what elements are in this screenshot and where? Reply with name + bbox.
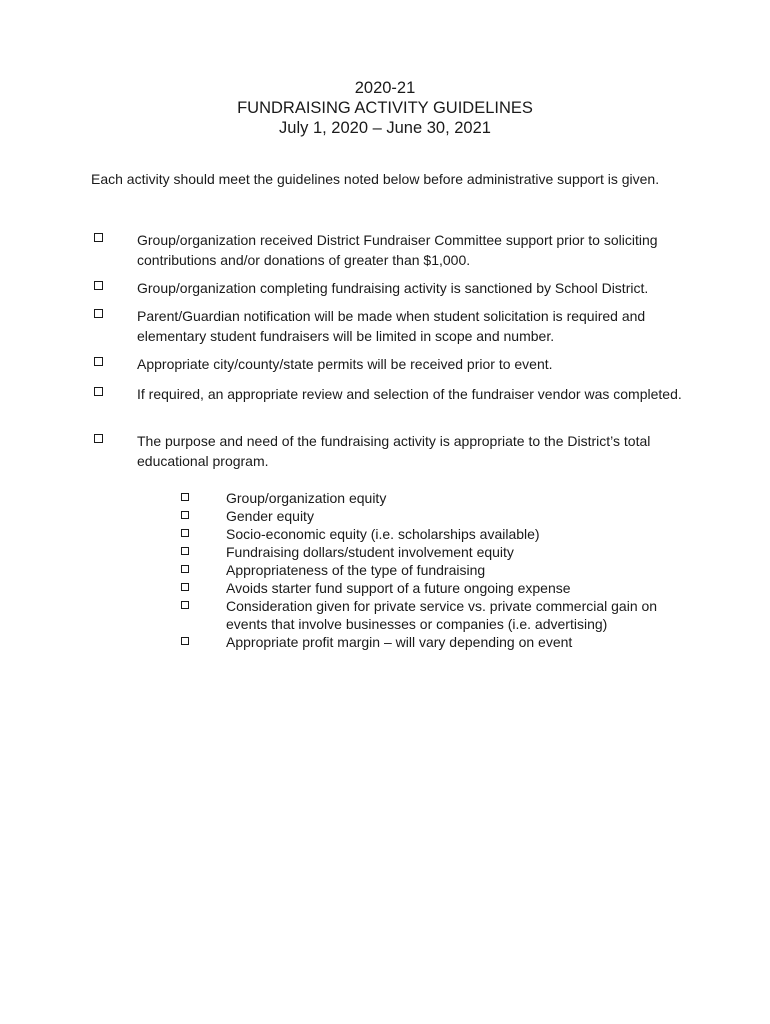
header-dates: July 1, 2020 – June 30, 2021 — [279, 119, 491, 137]
checkbox[interactable] — [94, 357, 103, 366]
guideline-text: Group/organization completing fundraising activity is sanctioned by School District. — [137, 280, 649, 296]
criteria-text: Appropriate profit margin – will vary depending on event — [226, 634, 573, 650]
checkbox[interactable] — [181, 565, 189, 573]
checkbox[interactable] — [94, 233, 103, 242]
guideline-text: If required, an appropriate review and selection of the fundraiser vendor was completed. — [137, 386, 682, 402]
criteria-text: Fundraising dollars/student involvement equity — [226, 544, 514, 560]
checkbox[interactable] — [94, 434, 103, 443]
criteria-text: Gender equity — [226, 508, 314, 524]
checkbox[interactable] — [94, 309, 103, 318]
header-year: 2020-21 — [354, 79, 416, 97]
criteria-text: Group/organization equity — [226, 490, 387, 506]
document-header — [0, 78, 770, 138]
checkbox[interactable] — [181, 511, 189, 519]
checkbox[interactable] — [94, 387, 103, 396]
criteria-text: Consideration given for private service vs. private commercial gain on events that involve businesses or companies (i.e. advertising) — [226, 598, 658, 632]
criteria-text: Avoids starter fund support of a future ongoing expense — [226, 580, 571, 596]
checkbox[interactable] — [181, 529, 189, 537]
intro-paragraph: Each activity should meet the guidelines noted below before administrative support is given. — [91, 171, 660, 187]
criteria-text: Appropriateness of the type of fundraising — [226, 562, 486, 578]
guideline-text: Appropriate city/county/state permits will be received prior to event. — [137, 356, 553, 372]
criteria-text: Socio-economic equity (i.e. scholarships available) — [226, 526, 540, 542]
checkbox[interactable] — [181, 493, 189, 501]
header-title: FUNDRAISING ACTIVITY GUIDELINES — [237, 99, 533, 117]
guideline-text: The purpose and need of the fundraising activity is appropriate to the District’s total educational program. — [137, 433, 651, 469]
checkbox[interactable] — [94, 281, 103, 290]
checkbox[interactable] — [181, 637, 189, 645]
checkbox[interactable] — [181, 583, 189, 591]
guideline-text: Group/organization received District Fundraiser Committee support prior to soliciting contributions and/or donations of greater than $1,000. — [137, 232, 658, 268]
checkbox[interactable] — [181, 547, 189, 555]
checkbox[interactable] — [181, 601, 189, 609]
guideline-text: Parent/Guardian notification will be made when student solicitation is required and elementary student fundraisers will be limited in scope and number. — [137, 308, 646, 344]
